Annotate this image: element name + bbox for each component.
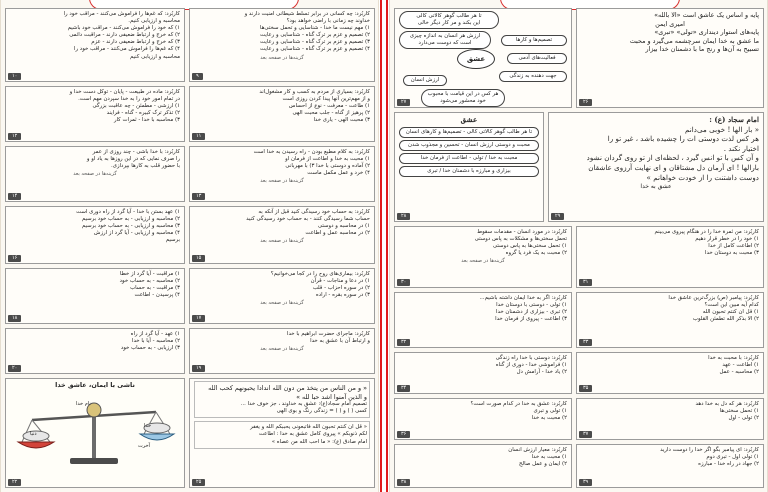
scheme-node: جهت دهنده به زندگی (499, 71, 567, 82)
quote-box (194, 421, 370, 448)
option-text: ۱) عهد بستن با خدا - آیا گرد از راه دوری است (76, 209, 180, 215)
question-text: کاربُرد: من ثمرة خدا را در هنگام پیروی می‌بینم (654, 229, 759, 235)
card-number: ۲۹ (551, 213, 564, 220)
question-text: کاربُرد: بسیاری از مردم به کسب و کار مشغول‌اند (259, 89, 370, 95)
card-number: ۱۱ (192, 133, 205, 140)
question-text: محاسبه و ارزیابی کنیم. (128, 18, 180, 25)
quote-text: امام صادق (ع): « ما احب الله من عصاه » (271, 438, 367, 445)
question-card (394, 352, 572, 394)
options-next-page-note: گزینه‌ها در صفحه بعد (260, 238, 304, 245)
concept-text: امیری ایمن (655, 19, 685, 28)
question-text: کاربُرد: چه کسانی در برابر تسلط شیطانی امنیت دارند و (244, 11, 370, 17)
option-text: ۱) تحمل سختی‌ها به پاس دوستی (492, 243, 567, 250)
option-text: ۲) ایمان و عمل صالح (519, 461, 567, 468)
question-text: خداوند چه زمانی با راضی خواهد بود؟ (286, 18, 370, 25)
question-text: کاربُرد: به حساب خود رسیدگی کنید قبل از آنکه به (258, 209, 370, 215)
scheme-node: ارزش هر انسان به اندازه چیزی است که دوست می‌دارد (399, 31, 491, 49)
question-text: کاربُرد: که غم‌ها را فراموش می‌کنند - مراقب خود را (63, 11, 180, 17)
option-text: ۲) جهاد در راه خدا - مبارزه (698, 461, 759, 468)
option-text: ۲) پرهیز از گناه - جلب محبت الهی (292, 110, 370, 117)
scheme-card (394, 8, 572, 108)
verse-text: « و من الناس من یتخذ من دون الله اندادا یحبونهم کحب الله (208, 384, 367, 392)
card-number: ۳۵ (579, 385, 592, 392)
scheme-center: عشق (457, 49, 495, 69)
card-number: ۱۳ (192, 193, 205, 200)
card-number: ۳۷ (579, 431, 592, 438)
book-spine (379, 0, 389, 492)
option-text: ۱) محبت به خدا و اطاعت از فرمان او (285, 156, 370, 163)
card-number: ۳۹ (579, 479, 592, 486)
option-text: ۱) خود را در خطر قرار دهیم (695, 236, 759, 243)
option-text: ۲) محاسبه - عمل (719, 369, 759, 376)
option-text: ۲) محبت به یک فرد یا گروه (505, 250, 567, 257)
scheme-node: فعالیت‌های آدمی (507, 53, 567, 64)
option-text: ۳) محبت به دوستان خدا (705, 250, 759, 257)
illustration-card (5, 378, 185, 488)
question-card (5, 206, 185, 264)
option-text: ۳) مراقبت - به حساب (130, 285, 180, 292)
options-next-page-note: گزینه‌ها در صفحه بعد (260, 178, 304, 185)
scale-label-bottom: آخرت (138, 443, 150, 449)
concept-text: ما عشق به خدا ایمان سرچشمه می‌گیرد و محبت (629, 36, 759, 45)
card-number: ۱۶ (8, 255, 21, 262)
question-text: و از مهم‌ترین آنها پیدا کردن روزی است (282, 96, 370, 103)
card-number: ۳۴ (397, 385, 410, 392)
card-number: ۳۱ (579, 279, 592, 286)
option-text: ۱) مهم نیست ما خدا - شناسایی و تحمل سختی‌ها (259, 25, 370, 32)
option-text: ۲) آماده و دوستی با خدا ۳) با مهربانی (285, 163, 370, 170)
option-text: ۳) که خرج و ارتباط ضعیفی دارند - عزم (91, 39, 180, 46)
option-text: ۲) تصمیم و عزم بر ترک گناه - شناسایی و رعایت (260, 32, 370, 39)
option-text: ۲) محاسبه - آیا با خدا (131, 338, 180, 345)
quote-text: کسی ( ) و ( ) = زندگی رنگ و بوی الهی (276, 408, 367, 415)
question-text: کاربُرد: در مورد انسان - مقدمات سقوط (477, 229, 567, 235)
option-text: ۲) محبت به خدا (531, 415, 567, 422)
concept-card (576, 8, 764, 108)
question-card (394, 292, 572, 348)
option-text: ۴) محاسبه و ارزیابی - آیا گرد از ارزش (93, 230, 180, 237)
scheme-node: تصمیم‌ها و کارها (501, 35, 567, 46)
question-text: کاربُرد: ماده در طبیعت - پایان - توکل دست خدا و (69, 89, 180, 95)
question-text: تحمل سختی‌ها و مشکلات به پاس دوستی (474, 236, 567, 243)
option-text: ۲) تذکر ترک کبیره - گناه - فرایند (106, 110, 180, 117)
option-text: ۱) ارزشی - مطمئن - چه عاقبت بزرگی (92, 103, 180, 110)
question-text: کدام آیه مبین این است؟ (704, 302, 759, 309)
option-text: ۳) در سوره بقره - اراده (315, 292, 370, 299)
question-card (189, 8, 375, 82)
hadith-text: هر کس لذت دوستی ات را چشیده باشد ، غیر تو را (607, 134, 759, 144)
scheme-node: تا هر طالب گوهر کالاتی کالی این بکند و مر کار دیگر خالی (399, 11, 499, 29)
question-card (394, 444, 572, 488)
question-text: کاربُرد: ماجرای حضرت ابراهیم با خدا (286, 331, 370, 337)
question-text: و ارتباط آن با عشق به خدا (310, 338, 370, 345)
option-text: ۴) تصمیم و عزم بر ترک گناه - شناسایی و رعایت (260, 46, 370, 53)
question-text: کاربُرد: به کلام مطیع بودن - راه رسیدن به خدا است (253, 149, 370, 155)
option-text: ۲) یاد خدا - آرامش دل (516, 369, 567, 376)
option-text: ۳) تصمیم و عزم بر ترک گناه - شناسایی و رعایت (260, 39, 370, 46)
quote-text: لکم ذنوبکم » پیروی کامل عشق به خدا : اطاعت (258, 431, 367, 438)
question-text: حساب شما رسیدگی کنند - به حساب خود رسیدگی کنید (246, 216, 370, 223)
option-text: ۱) محبت به خدا (531, 454, 567, 461)
question-text: با حضور قلب به کارها بپردازی. (111, 163, 180, 170)
concept-text: تسبیح به آن‌ها و رنج ما با دشمنان خدا بیزار (645, 45, 759, 54)
hadith-text: و آن کس با تو انس گیرد ، لحظه‌ای از تو روی گردان نشود (586, 153, 759, 163)
quote-box (194, 381, 370, 418)
quote-card (189, 378, 375, 488)
question-card (576, 226, 764, 288)
option-text: ۱) طاعت - معرفت - نوع از احساس (288, 103, 370, 110)
question-card (189, 206, 375, 264)
question-text: کاربُرد: اگر به خدا ایمان داشته باشیم... (479, 295, 567, 301)
scale-label-left: دنیا (30, 431, 37, 437)
option-text: ۳) محاسبه با خدا - ثمرات کار (113, 117, 180, 124)
scheme-node: هر کس در این قیامت با محبوب خود محشور می‌شود (421, 89, 505, 107)
hadith-text: « بار الها ! خوبی می‌دانم (684, 124, 759, 134)
option-text: محاسبه و ارزیابی کنیم (129, 53, 180, 60)
concept-text: پایه و اساس یک عاشق است «الا بالله» (654, 11, 759, 19)
option-text: ۱) در دعا و مناجات - قرآن (310, 278, 370, 285)
question-text: کاربُرد: با خدا باشی - چند روزی از عمر (92, 149, 180, 155)
card-number: ۲۲ (8, 479, 21, 486)
right-page (389, 0, 768, 492)
card-number: ۳۲ (397, 339, 410, 346)
card-number: ۱۲ (8, 133, 21, 140)
question-card (5, 328, 185, 374)
question-card (576, 352, 764, 394)
card-number: ۱۸ (8, 315, 21, 322)
option-text: ۳) ارزیابی - به حساب خود (120, 345, 180, 352)
card-number: ۲۵ (192, 479, 205, 486)
diagram-node: تا هر طالب گوهر کالاتی کالی - تصمیم‌ها و کارهای انسان (399, 127, 539, 138)
diagram-title: عشق (460, 115, 478, 124)
option-text: ۱) تحمل سختی‌ها (719, 408, 759, 415)
concept-text: پایه‌های استوار دینداری «تولی» «تبری» (654, 28, 759, 37)
card-number: ۲۷ (397, 99, 410, 106)
question-text: کاربُرد: هر که دل به خدا دهد (695, 401, 759, 407)
scheme-node: ارزش انسان (403, 75, 447, 86)
option-text: ۲) تولی - اول (728, 415, 759, 422)
option-text: ۳) محبت الهی - یاری خدا (313, 117, 370, 124)
question-text: کاربُرد: عشق به خدا در کدام صورت است؟ (470, 401, 567, 407)
question-card (189, 268, 375, 324)
verse-text: و الذین آمنوا اشد حبا لله » (296, 392, 367, 401)
options-next-page-note: گزینه‌ها در صفحه بعد (260, 300, 304, 307)
option-text: ۱) تولی - دوستی با دوستان خدا (496, 302, 567, 309)
option-text: ۱) اطاعت - عهد (722, 362, 759, 369)
question-card (5, 146, 185, 202)
card-number: ۲۰ (8, 365, 21, 372)
scale-label-right: خدا (144, 423, 152, 429)
left-page (0, 0, 379, 492)
question-text: کاربُرد: معیار ارزش انسان (508, 447, 567, 453)
option-text: ۲) در محاسبه عمل و اطاعت (305, 230, 370, 237)
question-text: در تمام امور خود را به خدا سپردن مهم است. (78, 96, 180, 103)
question-text: کاربُرد: دوستی با خدا راه زندگی (495, 355, 567, 361)
hadith-footer: عشق به خدا (640, 183, 672, 191)
question-card (576, 444, 764, 488)
card-number: ۱۷ (192, 315, 205, 322)
option-text: ۲) الا بذکر الله تطمئن القلوب (692, 316, 759, 323)
question-card (189, 86, 375, 142)
option-text: ۲) که خرج و ارتباط ضعیفی دارند - مراقبت دائمی (69, 32, 180, 39)
card-number: ۳۸ (397, 479, 410, 486)
illustration-title: ناشی با ایمان، عاشق خدا (55, 381, 135, 389)
card-number: ۱۹ (192, 365, 205, 372)
options-next-page-note: گزینه‌ها در صفحه بعد (260, 346, 304, 353)
card-number: ۱۰ (8, 73, 21, 80)
card-number: ۲۶ (579, 99, 592, 106)
option-text: ۲) تبری - بیزاری از دشمنان خدا (496, 309, 567, 316)
option-text: برسیم (165, 237, 180, 244)
question-text: کاربُرد: ای پیامبر بگو اگر خدا را دوست دارید (660, 447, 759, 453)
option-text: ۱) تولی و تبری (533, 408, 567, 415)
verse-text: « قل ان کنتم تحبون الله فاتبعونی یحببکم الله و یغفر (250, 424, 367, 431)
question-card (189, 328, 375, 374)
question-text: کاربُرد: با محبت به خدا (708, 355, 759, 361)
question-card (576, 292, 764, 348)
question-card (189, 146, 375, 202)
hadith-text: دوست داشتنت را از خودت خواهانم » (646, 172, 759, 182)
option-text: ۱) مراقبت - آیا گرد از خطا (119, 271, 180, 277)
option-text: ۲) اطاعت کامل از خدا (708, 243, 759, 250)
question-text: کاربُرد: بیماری‌های روح را در کجا می‌خوانیم؟ (270, 271, 370, 277)
hadith-card (548, 112, 764, 222)
question-text: را صرف نمایی که در این روزها به یاد او و (86, 156, 180, 163)
card-number: ۲۸ (397, 213, 410, 220)
diagram-node: بیزاری و مبارزه با دشمنان خدا / تبری (399, 166, 539, 177)
option-text: ۲) در سوره احزاب - قلب (312, 285, 370, 292)
card-number: ۱۴ (8, 193, 21, 200)
option-text: ۱) که خود را فراموش می‌کنند - مراقب خود باشیم (67, 25, 180, 32)
hadith-text: بارالها ! ای آرمان دل مشتاقان و ای نهایت آرزوی عاشقان (588, 162, 759, 172)
hadith-speaker: امام سجاد (ع) : (709, 115, 759, 124)
option-text: ۴) پرسیدن - اطاعت (134, 292, 180, 299)
card-number: ۳۶ (397, 431, 410, 438)
question-card (5, 268, 185, 324)
options-next-page-note: گزینه‌ها در صفحه بعد (461, 258, 505, 265)
options-next-page-note: گزینه‌ها در صفحه بعد (260, 54, 304, 61)
diagram-node: محبت و دوستی ارزش انسان - تحسین و مجذوب شدن (399, 140, 539, 151)
option-text: ۲) محاسبه و ارزیابی - به حساب خود برسیم (81, 216, 180, 223)
card-number: ۱۵ (192, 255, 205, 262)
option-text: ۳) اطاعت - پیروی از فرمان خدا (495, 316, 567, 323)
question-card (5, 86, 185, 142)
option-text: ۱) در محاسبه و دوستی (317, 223, 370, 230)
question-card (394, 398, 572, 440)
option-text: ۱) قل ان کنتم تحبون الله (702, 309, 759, 316)
question-text: کاربُرد: پیامبر (ص) بزرگ‌ترین عاشق خدا (668, 295, 759, 301)
options-next-page-note: گزینه‌ها در صفحه بعد (73, 171, 117, 178)
card-number: ۳۳ (579, 339, 592, 346)
card-number: ۹ (192, 73, 203, 80)
option-text: ۱) عهد - آیا گرد از راه (130, 331, 180, 337)
quote-text: تصمیم امام سجاد(ع): عشق به خداوند ، جز خوف خدا ... (240, 401, 367, 408)
hadith-text: اختیار نکند . (723, 143, 759, 153)
diagram-node: محبت به خدا / تولی - اطاعت از فرمان خدا (399, 153, 539, 164)
option-text: ۴) که غم‌ها را فراموش می‌کنند - مراقب خود را (73, 46, 180, 53)
option-text: ۳) محاسبه و ارزیابی - به حساب خود برسیم (81, 223, 180, 230)
question-card (5, 8, 185, 82)
question-card (394, 226, 572, 288)
option-text: ۴) خرد و عمل مکمل ماست (307, 170, 370, 177)
option-text: ۲) محاسبه - به حساب خود (119, 278, 180, 285)
option-text: ۱) فراموشی خدا - دوری از گناه (495, 362, 567, 369)
diagram-card (394, 112, 544, 222)
card-number: ۳۰ (397, 279, 410, 286)
question-card (576, 398, 764, 440)
option-text: ۱) تولی اول - تبری دوم (706, 454, 759, 461)
scale-label-top: نام خدا (76, 401, 91, 407)
